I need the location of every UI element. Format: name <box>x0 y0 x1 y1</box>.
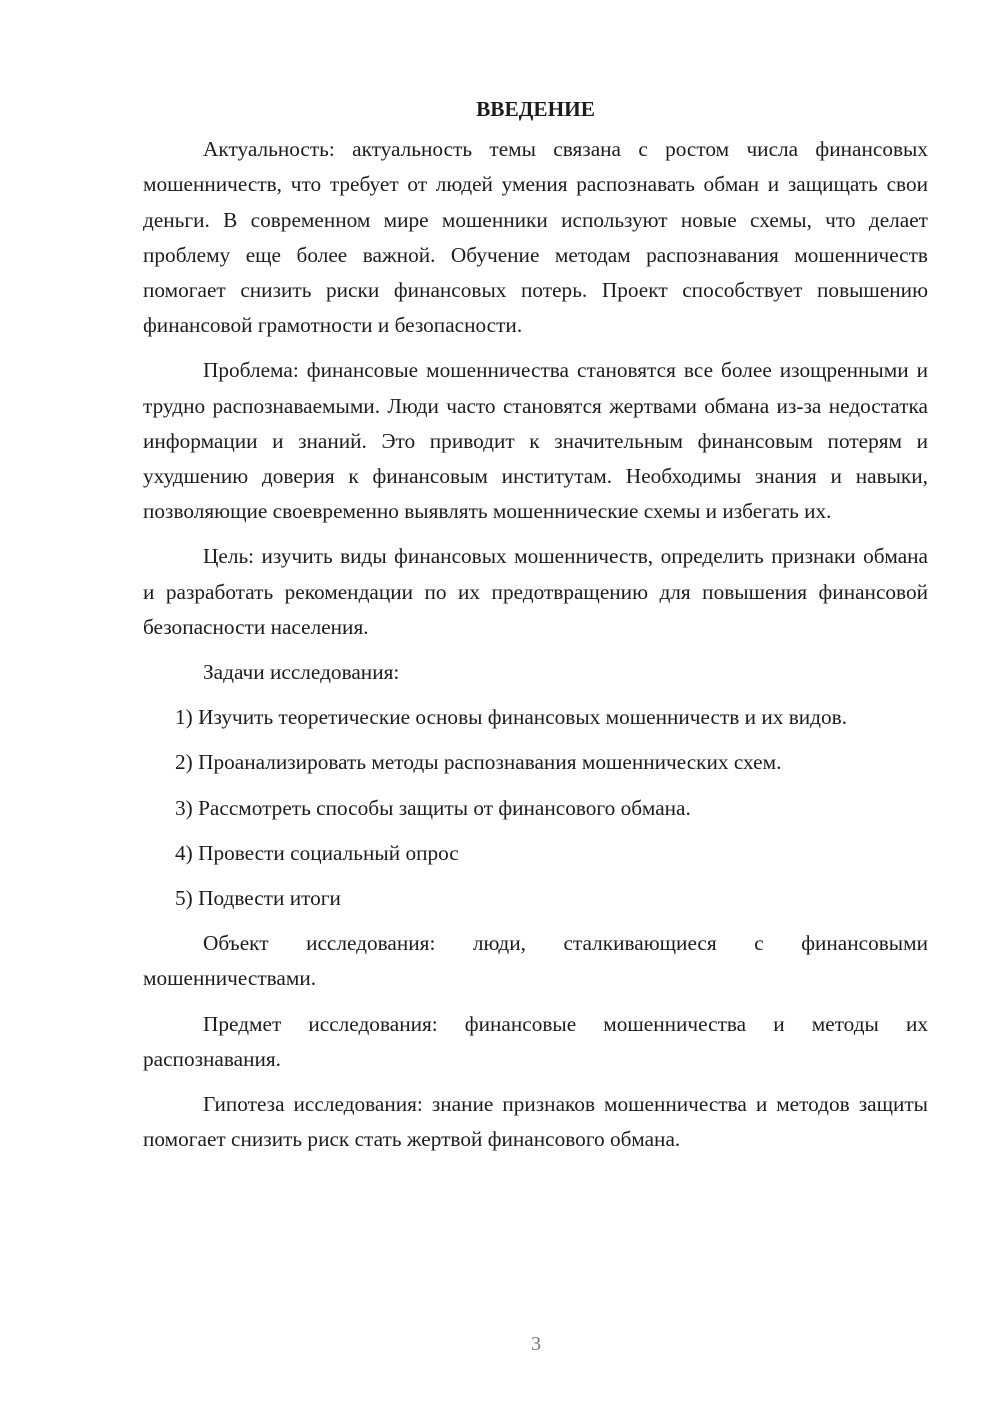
paragraph-subject: Предмет исследования: финансовые мошенничества и методы их распознавания. <box>143 1011 928 1071</box>
task-item-5: 5) Подвести итоги <box>175 886 341 911</box>
task-item-2: 2) Проанализировать методы распознавания мошеннических схем. <box>175 750 782 775</box>
paragraph-problem: Проблема: финансовые мошенничества становятся все более изощренными и трудно распознаваемыми. Люди часто становятся жертвами обмана из-за недостатка информации и знаний. Это приводит к значительным финансовым потерям и ухудшению доверия к финансовым институтам. Необходимы знания и навыки, позволяющие своевременно выявлять мошеннические схемы и избегать их. <box>143 358 928 524</box>
document-page <box>143 92 928 1167</box>
task-item-3: 3) Рассмотреть способы защиты от финансового обмана. <box>175 795 691 820</box>
page-number: 3 <box>531 1333 541 1355</box>
paragraph-goal: Цель: изучить виды финансовых мошенничеств, определить признаки обмана и разработать рекомендации по их предотвращению для повышения финансовой безопасности населения. <box>143 544 928 639</box>
section-title: ВВЕДЕНИЕ <box>476 97 595 121</box>
paragraph-hypothesis: Гипотеза исследования: знание признаков мошенничества и методов защиты помогает снизить риск стать жертвой финансового обмана. <box>143 1092 928 1152</box>
task-item-4: 4) Провести социальный опрос <box>175 840 459 865</box>
paragraph-object: Объект исследования: люди, сталкивающиеся с финансовыми мошенничествами. <box>143 931 928 991</box>
paragraph-relevance: Актуальность: актуальность темы связана с ростом числа финансовых мошенничеств, что требует от людей умения распознавать обман и защищать свои деньги. В современном мире мошенники используют новые схемы, что делает проблему еще более важной. Обучение методам распознавания мошенничеств помогает снизить риски финансовых потерь. Проект способствует повышению финансовой грамотности и безопасности. <box>143 137 928 338</box>
tasks-heading: Задачи исследования: <box>203 660 400 685</box>
task-item-1: 1) Изучить теоретические основы финансовых мошенничеств и их видов. <box>175 705 848 730</box>
